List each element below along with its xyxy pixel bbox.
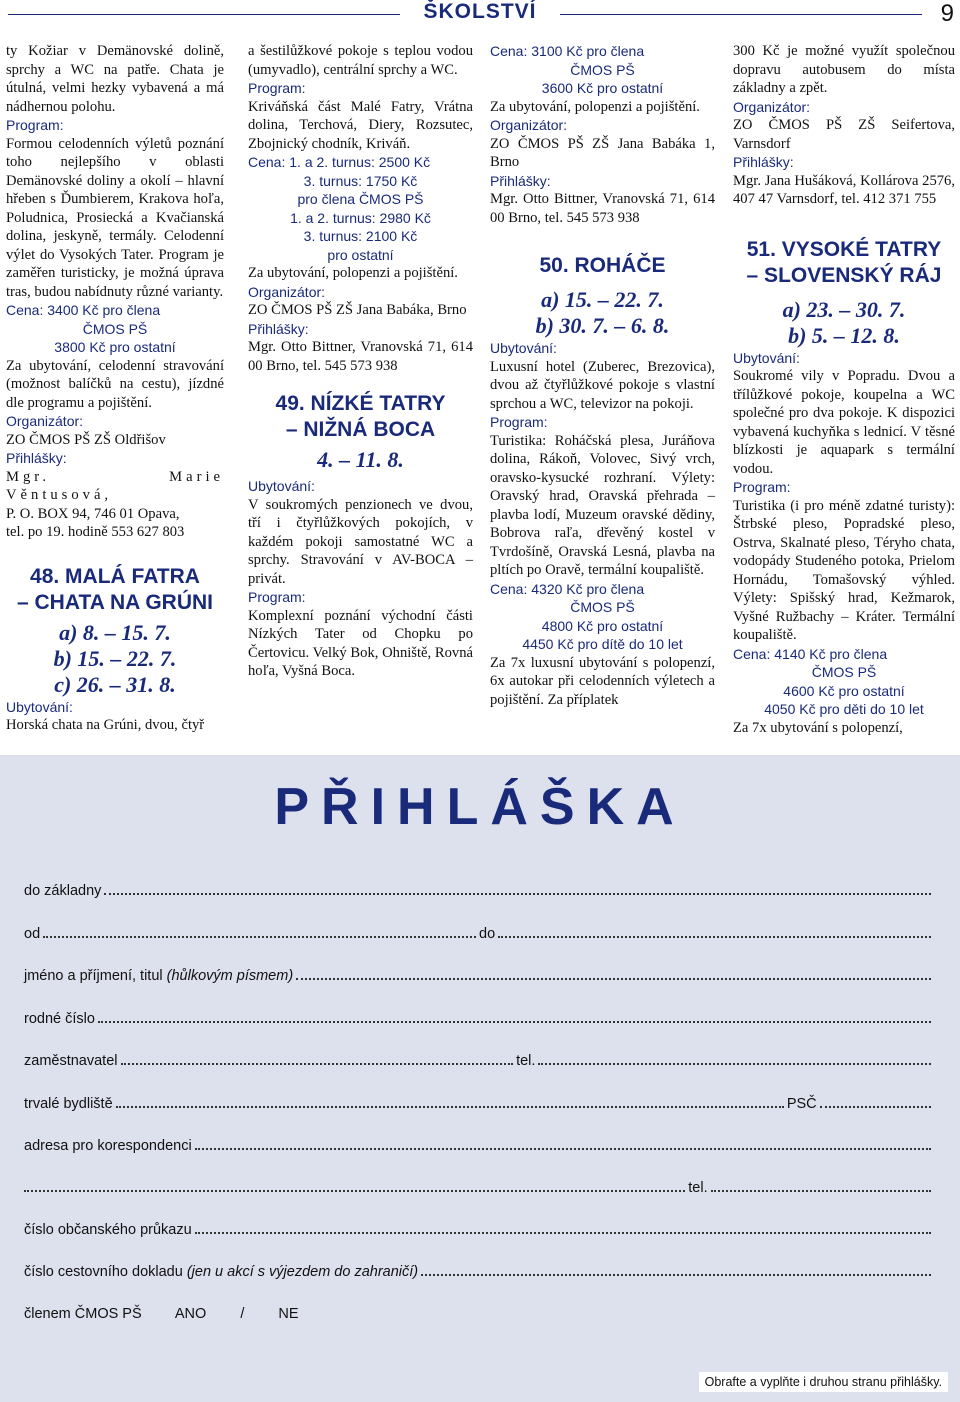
fill-line-id-card[interactable] [195,1231,931,1234]
col1-registration-address: P. O. BOX 94, 746 01 Opava, [6,505,180,522]
col2-price-l5: 3. turnus: 2100 Kč [303,228,418,244]
col1-registration-label: Přihlášky: [6,450,67,466]
col3-organizer-label: Organizátor: [490,117,568,133]
fill-line-residence[interactable] [116,1105,784,1108]
label-residence: trvalé bydliště [24,1096,113,1112]
page-number: 9 [940,0,954,27]
col2-price-note: Za ubytování, polopenzi a pojištění. [248,265,458,281]
col4-price-l1: Cena: 4140 Kč pro člena [733,645,888,662]
fill-line-name[interactable] [296,977,931,980]
col4-price-l3: 4600 Kč pro ostatní [783,682,905,699]
fill-line-correspondence[interactable] [195,1147,931,1150]
col2-price-l6: pro ostatní [327,246,394,263]
label-birth-number: rodné číslo [24,1011,95,1027]
col3-price-note: Za ubytování, polopenzi a pojištění. [490,98,700,115]
trip-49-title [248,391,473,443]
fill-line-employer[interactable] [121,1062,514,1065]
label-name-hint: (hůlkovým písmem) [166,968,294,984]
label-passport-hint: (jen u akcí s výjezdem do zahraničí) [186,1264,419,1280]
trip-50-title: 50. ROHÁČE [539,254,666,277]
col2-registration-label: Přihlášky: [248,320,309,337]
column-3 [490,42,715,709]
col1-accommodation-label: Ubytování: [6,698,73,715]
label-correspondence: adresa pro korespondenci [24,1138,192,1154]
col3-price-l2: ČMOS PŠ [570,61,635,78]
col2-price-l3: pro člena ČMOS PŠ [297,191,424,207]
label-to: do [479,926,496,942]
col1-price-line3: 3800 Kč pro ostatní [54,339,176,355]
trip-50-date-a: a) 15. – 22. 7. [541,287,664,312]
col1-organizer-text: ZO ČMOS PŠ ZŠ Oldřišov [6,431,166,448]
fill-line-to[interactable] [498,935,931,938]
col2-program-label: Program: [248,80,306,96]
header-rule-left [8,14,400,15]
col3-price-l3: 3600 Kč pro ostatní [541,80,664,96]
label-passport: číslo cestovního dokladu [24,1264,183,1280]
col4-registration-text: Mgr. Jana Hušáková, Kollárova 2576, 407 47 Varnsdorf, tel. 412 371 755 [733,172,955,207]
field-name[interactable] [24,968,934,984]
col1-registration-tel: tel. po 19. hodině 553 627 803 [6,524,185,540]
col3-program-text: Turistika: Roháčská plesa, Juráňova dolina, Rákoň, Volovec, Sivý vrch, oravsko-kysucké rozhraní. Výlety: Oravský hrad, Oravská přehrada – plavba lodí, Muzeum oravské dědiny, Bobrova raľa, dřevěný kostel v Tvrdošíně, Oravská Lesná, plavba na pltích po Oravě, termální koupaliště. [490,432,715,578]
col1-price-line1: Cena: 3400 Kč pro člena [6,302,161,318]
col4-price-l2: ČMOS PŠ [811,664,877,680]
fill-line-correspondence-2[interactable] [24,1189,685,1192]
column-4 [733,42,955,737]
col3-price2-l2: ČMOS PŠ [570,599,635,615]
col2-price-l1: Cena: 1. a 2. turnus: 2500 Kč [248,154,431,170]
col3-price-l1: Cena: 3100 Kč pro člena [490,43,645,59]
trip-51-title [733,237,955,289]
col2-program-text: Kriváňská část Malé Fatry, Vrátna dolina, Terchová, Diery, Rozsutec, Zbojnický chodník, Kriváň. [248,98,473,152]
fill-line-zip[interactable] [820,1105,931,1108]
col4-price-l4: 4050 Kč pro děti do 10 let [764,701,924,717]
trip-48-title-line2: – CHATA NA GRÚNI [17,590,213,614]
col4-intro: 300 Kč je možné využít společnou dopravu autobusem do místa základny a zpět. [733,43,955,96]
trip-49-date: 4. – 11. 8. [317,447,404,472]
col3-program-label: Program: [490,414,548,430]
col1-program-text: Formou celodenních výletů poznání toho nejlepšího v oblasti Demänovské doliny a okolí – hlavní hřeben s Ďumbierem, Krakova hoľa, Poludnica, Prosiecká a Kvačianská dolina, jeskyně, termály. Celodenní výlet do Vysokých Tater. Program je zaměřen turisticky, je možná úprava tras, budou nabídnuty různé varianty. [6,135,224,300]
col3-registration-text: Mgr. Otto Bittner, Vranovská 71, 614 00 Brno, tel. 545 573 938 [490,191,715,226]
col4-accommodation-label: Ubytování: [733,349,800,366]
col1-registration-name: Mgr. Marie Věntusová, [6,468,224,503]
col2-organizer-label: Organizátor: [248,283,326,300]
col1-organizer-label: Organizátor: [6,413,84,429]
fill-line-base[interactable] [104,892,931,895]
label-tel-2: tel. [688,1180,708,1196]
trip-48-title-line1: 48. MALÁ FATRA [30,564,200,588]
label-tel: tel. [516,1053,536,1069]
column-2 [248,42,473,681]
option-yes[interactable]: ANO [174,1306,207,1322]
label-employer: zaměstnavatel [24,1053,118,1069]
col1-price-line2: ČMOS PŠ [82,320,148,337]
label-name: jméno a příjmení, titul [24,968,163,984]
field-passport[interactable] [24,1264,934,1280]
col2-price-l2: 3. turnus: 1750 Kč [303,172,418,189]
option-slash: / [240,1306,245,1322]
col1-program-label: Program: [6,117,64,133]
col4-program-text: Turistika (i pro méně zdatné turisty): Štrbské pleso, Popradské pleso, Ostrva, Skalnaté pleso, Téryho chata, vodopády Studeného potoka, Prielom Hornádu, Tomašovský výhled. Výlety: Spišský hrad, Kežmarok, Vyšné Ružbachy – Kráter. Termální koupaliště. [733,497,955,643]
col2-program2-text: Komplexní poznání východní části Nízkých Tater od Chopku po Čertovicu. Velký Bok, Ohniště, Rovná hoľa, Vyšná Boca. [248,607,473,679]
trip-48-date-b: b) 15. – 22. 7. [53,645,177,671]
col2-registration-text: Mgr. Otto Bittner, Vranovská 71, 614 00 Brno, tel. 545 573 938 [248,339,473,374]
col4-program-label: Program: [733,479,791,495]
fill-line-passport[interactable] [421,1273,931,1276]
field-correspondence-cont[interactable] [24,1180,934,1196]
form-note: Obrafte a vyplňte i druhou stranu přihlášky. [699,1372,948,1392]
form-title: PŘIHLÁŠKA [274,778,686,836]
field-id-card[interactable] [24,1222,934,1238]
trip-48-title [6,564,224,616]
col3-price2-l3: 4800 Kč pro ostatní [541,617,664,634]
col4-accommodation-text: Soukromé vily v Popradu. Dvou a třílůžkové pokoje, koupelna a WC společné pro dva pokoje. K dispozici vybavená kuchyňka s lednicí. V těsné blízkosti je aquapark s termální vodou. [733,368,955,477]
col3-accommodation-text: Luxusní hotel (Zuberec, Brezovica), dvou až čtyřlůžkové pokoje s vlastní sprchou a WC, televizor na pokoji. [490,358,715,412]
header-rule-right [560,14,922,15]
column-1 [6,42,224,735]
col4-registration-label: Přihlášky: [733,154,794,170]
field-correspondence[interactable] [24,1138,934,1154]
option-no[interactable]: NE [278,1306,299,1322]
col3-accommodation-label: Ubytování: [490,340,557,356]
label-base: do základny [24,883,102,899]
col3-price2-l1: Cena: 4320 Kč pro člena [490,580,645,597]
col1-accommodation-text: Horská chata na Grúni, dvou, čtyř [6,717,205,733]
trip-51-title-line2: – SLOVENSKÝ RÁJ [746,263,942,287]
field-birth-number[interactable] [24,1011,934,1027]
trip-51-date-a: a) 23. – 30. 7. [782,296,906,322]
trip-49-title-line1: 49. NÍZKÉ TATRY [275,392,446,415]
trip-51-date-b: b) 5. – 12. 8. [788,322,900,348]
label-zip: PSČ [786,1096,817,1112]
col3-price2-l4: 4450 Kč pro dítě do 10 let [522,636,683,652]
trip-49-title-line2: – NIŽNÁ BOCA [285,418,436,441]
col2-organizer-text: ZO ČMOS PŠ ZŠ Jana Babáka, Brno [248,302,467,318]
trip-48-date-c: c) 26. – 31. 8. [54,671,176,697]
col3-organizer-text: ZO ČMOS PŠ ZŠ Jana Babáka 1, Brno [490,135,715,170]
col2-accommodation-text: V soukromých penzionech ve dvou, tří i čtyřlůžkových pokojích, v každém pokoji samostatné WC a sprchy. Stravování v AV-BOCA – privát. [248,496,473,587]
field-base[interactable] [24,883,934,899]
trip-50-date-b: b) 30. 7. – 6. 8. [535,313,670,338]
fill-line-from[interactable] [43,935,476,938]
col1-price-note: Za ubytování, celodenní stravování (možnost balíčků na cestu), jízdné dle programu a pojištění. [6,357,224,411]
col4-organizer-text: ZO ČMOS PŠ ZŠ Seifertova, Varnsdorf [733,117,955,152]
col1-intro: ty Kožiar v Demänovské dolině, sprchy a WC na patře. Chata je útulná, velmi hezky vybavená a má nádhernou polohu. [6,43,224,115]
col3-registration-label: Přihlášky: [490,172,551,189]
fill-line-tel-2[interactable] [711,1189,931,1192]
field-residence[interactable] [24,1096,934,1112]
registration-form [0,755,960,1402]
col2-program2-label: Program: [248,589,306,605]
fill-line-tel[interactable] [538,1062,931,1065]
trip-48-date-a: a) 8. – 15. 7. [59,619,171,645]
trip-51-title-line1: 51. VYSOKÉ TATRY [746,237,942,261]
col4-organizer-label: Organizátor: [733,98,811,115]
label-from: od [24,926,41,942]
col2-intro: a šestilůžkové pokoje s teplou vodou (umyvadlo), centrální sprchy a WC. [248,43,473,78]
field-employer[interactable] [24,1053,934,1069]
field-date-range[interactable] [24,926,934,942]
label-member: členem ČMOS PŠ [24,1306,142,1322]
col2-price-l4: 1. a 2. turnus: 2980 Kč [290,209,431,226]
label-id-card: číslo občanského průkazu [24,1222,192,1238]
member-choice [24,1306,329,1322]
fill-line-birth-number[interactable] [98,1020,931,1023]
col4-price-note: Za 7x ubytování s polopenzí, [733,719,903,736]
col3-price2-note: Za 7x luxusní ubytování s polopenzí, 6x autokar při celodenních výletech a pojištění. Za příplatek [490,654,715,708]
col2-accommodation-label: Ubytování: [248,478,315,494]
page-header [0,0,960,32]
section-title: ŠKOLSTVÍ [423,0,537,23]
